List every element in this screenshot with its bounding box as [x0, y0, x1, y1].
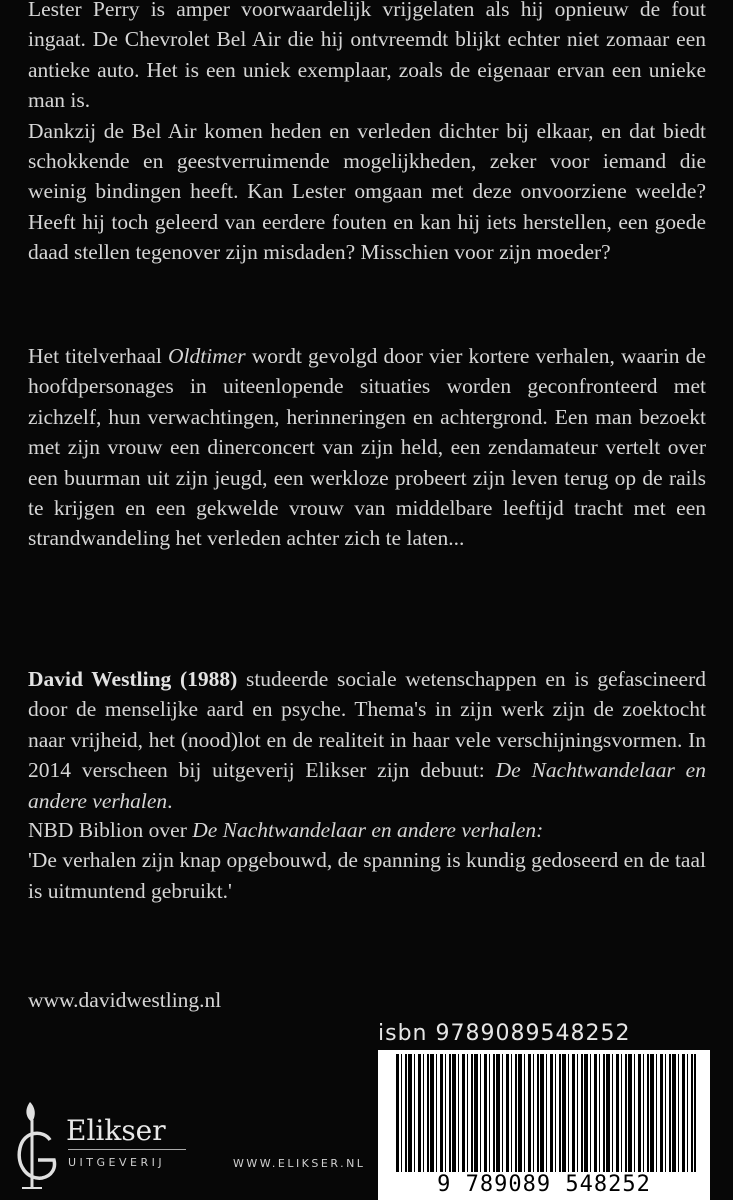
stories-lead: Het titelverhaal	[28, 344, 168, 368]
author-website[interactable]: www.davidwestling.nl	[28, 988, 222, 1012]
barcode-bars	[396, 1054, 696, 1172]
stories-rest: wordt gevolgd door vier kortere verhalen, waarin de hoofdpersonages in uiteenlopende situaties worden geconfronteerd met zichzelf, hun verwachtingen, herinneringen en achtergrond. Een man bezoekt met zijn vrouw een dinerconcert van zijn held, een zendamateur vertelt over een buurman uit zijn jeugd, een werkloze probeert zijn leven terug op de rails te krijgen en een gekwelde vrouw van middelbare leeftijd tracht met een strandwandeling het verleden achter zich te laten...	[28, 344, 706, 551]
publisher-logo	[8, 1096, 198, 1191]
debut-title: De Nachtwandelaar en andere verhalen	[28, 758, 706, 813]
barcode-digits: 9 789089 548252	[437, 1172, 651, 1197]
blurb-paragraph-2: Dankzij de Bel Air komen heden en verleden dichter bij elkaar, en dat biedt schokkende en geestverruimende mogelijkheden, zeker voor iemand die weinig bindingen heeft. Kan Lester omgaan met deze onvoorziene weelde? Heeft hij toch geleerd van eerdere fouten en kan hij iets herstellen, een goede daad stellen tegenover zijn misdaden? Misschien voor zijn moeder?	[28, 118, 706, 265]
publisher-website[interactable]: WWW.ELIKSER.NL	[233, 1157, 366, 1170]
blurb	[28, 0, 706, 268]
author-text: studeerde sociale wetenschappen en is gefascineerd door de menselijke aard en psyche. Thema's in zijn werk zijn de zoektocht naar vrijheid, het (nood)lot en de realiteit in haar vele verschijningsvormen. In 2014 verscheen bij uitgeverij Elikser zijn debuut:	[28, 667, 706, 783]
author-name: David Westling (1988)	[28, 667, 238, 691]
isbn-label: isbn 9789089548252	[378, 1021, 631, 1046]
blurb-paragraph-1: Lester Perry is amper voorwaardelijk vrijgelaten als hij opnieuw de fout ingaat. De Chevrolet Bel Air die hij ontvreemdt blijkt echter niet zomaar een antieke auto. Het is een uniek exemplaar, zoals de eigenaar ervan een unieke man is.	[28, 0, 706, 113]
author-end: .	[167, 788, 173, 813]
elikser-emblem-icon	[8, 1096, 64, 1191]
book-title: Oldtimer	[168, 344, 246, 368]
review-quote: 'De verhalen zijn knap opgebouwd, de spanning is kundig gedoseerd en de taal is uitmuntend gebruikt.'	[28, 848, 706, 903]
publisher-name: Elikser	[66, 1114, 166, 1147]
author-paragraph	[28, 664, 706, 816]
review	[28, 815, 706, 906]
publisher-subtitle: UITGEVERIJ	[68, 1156, 166, 1169]
stories-paragraph	[28, 341, 706, 554]
logo-divider	[68, 1149, 186, 1150]
review-source-line	[28, 815, 706, 845]
author-bio	[28, 664, 706, 816]
stories-description	[28, 341, 706, 554]
review-book: De Nachtwandelaar en andere verhalen:	[192, 818, 544, 842]
review-source: NBD Biblion over	[28, 818, 193, 842]
barcode	[378, 1050, 710, 1200]
